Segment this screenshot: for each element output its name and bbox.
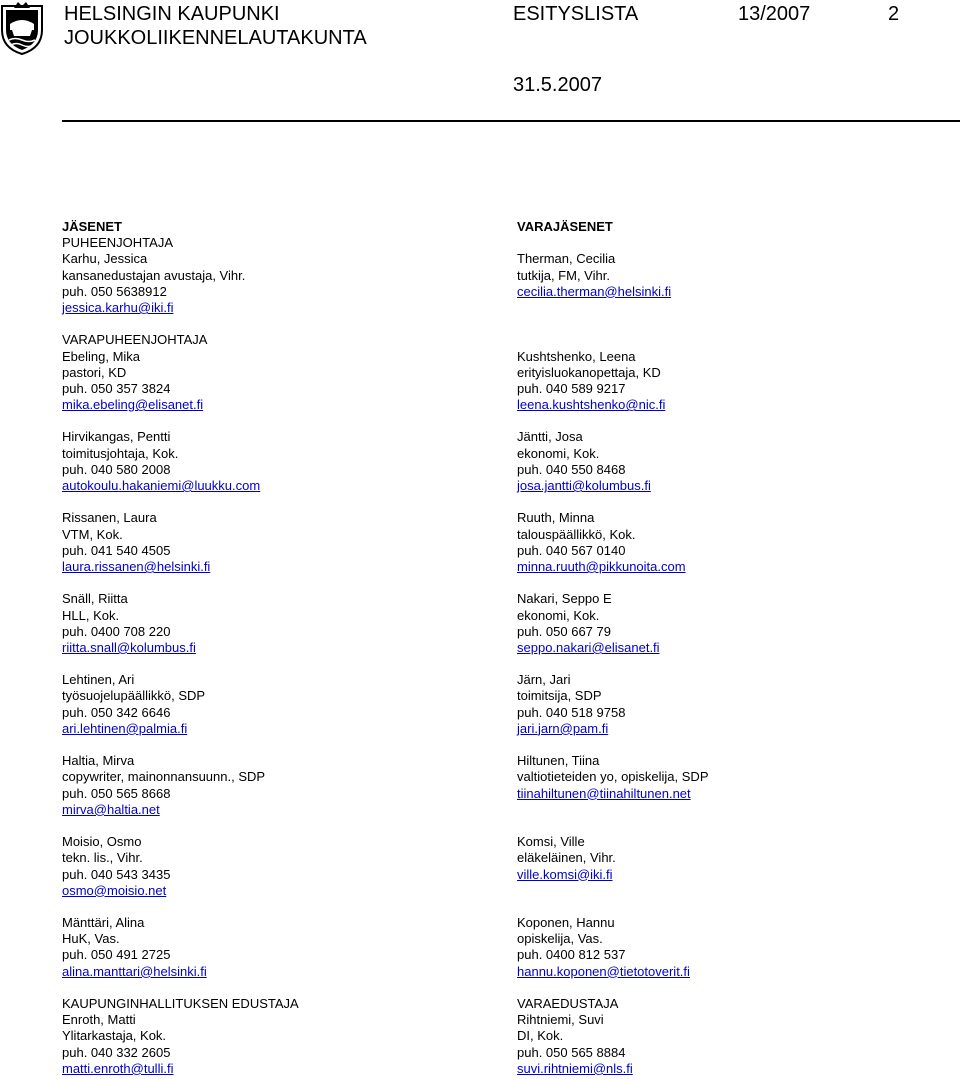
member-name: Lehtinen, Ari (62, 672, 135, 688)
role-vice-chair: VARAPUHEENJOHTAJA (62, 332, 208, 348)
deputy-name: Komsi, Ville (517, 834, 585, 850)
deputy-name: Ruuth, Minna (517, 510, 595, 526)
member-name: Rissanen, Laura (62, 510, 157, 526)
deputy-email-link[interactable]: tiinahiltunen@tiinahiltunen.net (517, 785, 691, 801)
member-phone: puh. 050 5638912 (62, 283, 167, 299)
document-date: 31.5.2007 (513, 74, 602, 96)
deputy-name: Therman, Cecilia (517, 251, 616, 267)
deputy-name: Kushtshenko, Leena (517, 348, 636, 364)
deputy-title: ekonomi, Kok. (517, 445, 600, 461)
deputy-title: eläkeläinen, Vihr. (517, 850, 616, 866)
deputy-email-link[interactable]: suvi.rihtniemi@nls.fi (517, 1060, 633, 1076)
member-email-link[interactable]: laura.rissanen@helsinki.fi (62, 558, 211, 574)
member-name: Haltia, Mirva (62, 753, 135, 769)
deputy-phone: puh. 050 667 79 (517, 623, 611, 639)
committee-name: JOUKKOLIIKENNELAUTAKUNTA (64, 27, 367, 49)
deputies-column (517, 219, 957, 1077)
member-email-link[interactable]: matti.enroth@tulli.fi (62, 1060, 174, 1076)
member-phone: puh. 050 342 6646 (62, 704, 171, 720)
member-email-link[interactable]: ari.lehtinen@palmia.fi (62, 720, 188, 736)
deputy-name: Jäntti, Josa (517, 429, 583, 445)
member-email-link[interactable]: alina.manttari@helsinki.fi (62, 963, 207, 979)
deputy-title: toimitsija, SDP (517, 688, 602, 704)
deputy-title: talouspäällikkö, Kok. (517, 526, 636, 542)
deputy-name: Hiltunen, Tiina (517, 753, 600, 769)
member-phone: puh. 040 580 2008 (62, 461, 171, 477)
member-phone: puh. 041 540 4505 (62, 542, 171, 558)
member-title: kansanedustajan avustaja, Vihr. (62, 267, 246, 283)
member-email-link[interactable]: jessica.karhu@iki.fi (62, 299, 174, 315)
deputy-email-link[interactable]: ville.komsi@iki.fi (517, 866, 613, 882)
member-phone: puh. 050 491 2725 (62, 947, 171, 963)
deputy-name: Rihtniemi, Suvi (517, 1012, 604, 1028)
member-title: työsuojelupäällikkö, SDP (62, 688, 206, 704)
deputy-email-link[interactable]: minna.ruuth@pikkunoita.com (517, 558, 686, 574)
deputy-title: tutkija, FM, Vihr. (517, 267, 610, 283)
role-deputy-representative: VARAEDUSTAJA (517, 996, 619, 1011)
deputy-phone: puh. 050 565 8884 (517, 1044, 626, 1060)
document-number: 13/2007 (738, 3, 811, 25)
document-type: ESITYSLISTA (513, 3, 639, 25)
deputy-title: erityisluokanopettaja, KD (517, 364, 661, 380)
deputy-email-link[interactable]: cecilia.therman@helsinki.fi (517, 283, 672, 299)
member-phone: puh. 0400 708 220 (62, 623, 171, 639)
deputy-phone: puh. 0400 812 537 (517, 947, 626, 963)
header-divider (62, 120, 960, 122)
member-name: Mänttäri, Alina (62, 915, 145, 931)
member-email-link[interactable]: autokoulu.hakaniemi@luukku.com (62, 478, 261, 493)
member-phone: puh. 050 357 3824 (62, 380, 171, 396)
member-title: tekn. lis., Vihr. (62, 850, 143, 866)
deputy-name: Koponen, Hannu (517, 915, 615, 931)
member-name: Hirvikangas, Pentti (62, 429, 171, 445)
helsinki-crest-logo (0, 0, 44, 56)
deputy-email-link[interactable]: seppo.nakari@elisanet.fi (517, 639, 660, 655)
deputy-name: Järn, Jari (517, 672, 571, 688)
deputy-title: DI, Kok. (517, 1028, 564, 1044)
member-phone: puh. 050 565 8668 (62, 785, 171, 801)
deputy-title: ekonomi, Kok. (517, 607, 600, 623)
member-email-link[interactable]: mika.ebeling@elisanet.fi (62, 397, 204, 413)
members-heading: JÄSENET (62, 219, 122, 234)
deputy-phone: puh. 040 518 9758 (517, 704, 626, 720)
organization-name: HELSINGIN KAUPUNKI (64, 3, 280, 25)
member-name: Snäll, Riitta (62, 591, 128, 607)
members-column (62, 219, 502, 1077)
member-title: toimitusjohtaja, Kok. (62, 445, 179, 461)
deputy-email-link[interactable]: hannu.koponen@tietotoverit.fi (517, 963, 690, 979)
member-title: HLL, Kok. (62, 607, 120, 623)
member-phone: puh. 040 543 3435 (62, 866, 171, 882)
member-title: HuK, Vas. (62, 931, 120, 947)
member-title: VTM, Kok. (62, 526, 123, 542)
member-name: Moisio, Osmo (62, 834, 142, 850)
deputy-phone: puh. 040 567 0140 (517, 542, 626, 558)
page-number: 2 (888, 3, 900, 25)
member-email-link[interactable]: mirva@haltia.net (62, 801, 160, 817)
deputy-email-link[interactable]: jari.jarn@pam.fi (517, 720, 609, 736)
member-email-link[interactable]: riitta.snall@kolumbus.fi (62, 639, 196, 655)
deputy-title: opiskelija, Vas. (517, 931, 603, 947)
member-email-link[interactable]: osmo@moisio.net (62, 882, 167, 898)
role-chair: PUHEENJOHTAJA (62, 235, 173, 251)
member-title: Ylitarkastaja, Kok. (62, 1028, 167, 1044)
member-title: copywriter, mainonnansuunn., SDP (62, 769, 266, 785)
member-title: pastori, KD (62, 364, 127, 380)
deputy-name: Nakari, Seppo E (517, 591, 612, 607)
member-phone: puh. 040 332 2605 (62, 1044, 171, 1060)
deputy-phone: puh. 040 589 9217 (517, 380, 626, 396)
member-name: Karhu, Jessica (62, 251, 148, 267)
deputy-title: valtiotieteiden yo, opiskelija, SDP (517, 769, 709, 785)
deputy-phone: puh. 040 550 8468 (517, 461, 626, 477)
member-name: Enroth, Matti (62, 1012, 136, 1028)
deputy-email-link[interactable]: leena.kushtshenko@nic.fi (517, 397, 666, 413)
member-name: Ebeling, Mika (62, 348, 141, 364)
deputies-heading: VARAJÄSENET (517, 219, 613, 234)
deputy-email-link[interactable]: josa.jantti@kolumbus.fi (517, 478, 651, 493)
role-city-board-representative: KAUPUNGINHALLITUKSEN EDUSTAJA (62, 996, 299, 1011)
